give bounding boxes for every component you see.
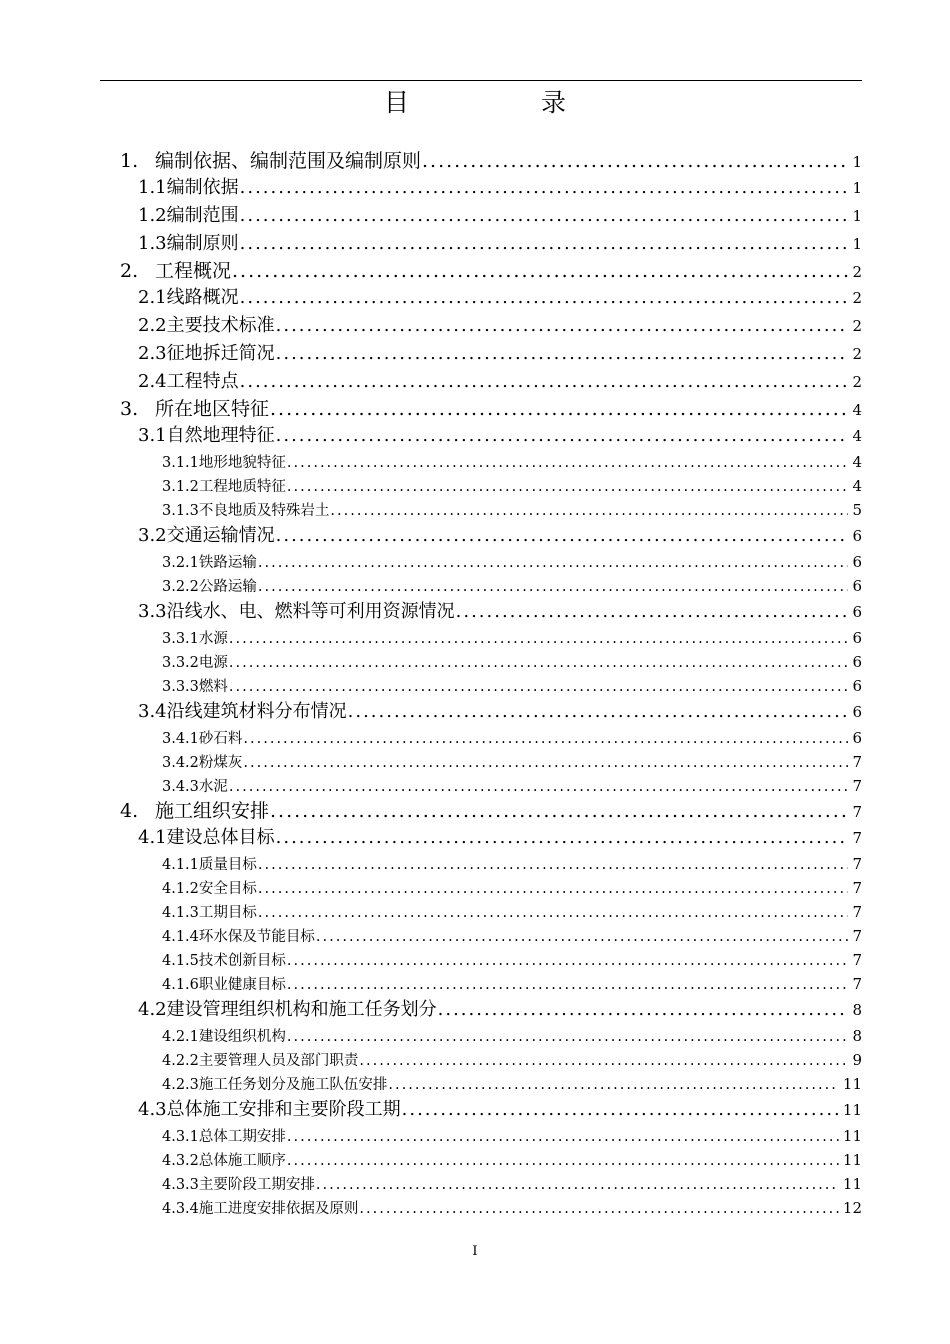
toc-dot-leader [240,284,849,312]
toc-entry-level-1[interactable] [100,396,862,422]
toc-page-number: 7 [852,777,862,795]
toc-page-number: 7 [852,803,862,821]
toc-page-number: 8 [852,1027,862,1045]
toc-dot-leader [422,148,848,174]
toc-entry-title: 4.1.1质量目标 [162,857,257,873]
toc-entry-level-3[interactable] [100,1024,862,1048]
toc-entry-title: 3.1.2工程地质特征 [162,479,286,495]
toc-entry-title: 3.3沿线水、电、燃料等可利用资源情况 [138,601,455,622]
toc-entry-title: 4.3.3主要阶段工期安排 [162,1177,315,1193]
toc-page-number: 8 [852,1001,862,1019]
toc-dot-leader [243,727,848,751]
toc-page-number: 7 [852,855,862,873]
toc-page-number: 6 [852,629,862,647]
toc-entry-level-3[interactable] [100,774,862,798]
toc-page-number: 4 [852,477,862,495]
toc-page-number: 11 [842,1175,862,1193]
toc-entry-level-2[interactable] [100,284,862,312]
toc-entry-level-3[interactable] [100,550,862,574]
toc-entry-level-1[interactable] [100,258,862,284]
toc-entry-title: 4.2.3施工任务划分及施工队伍安排 [162,1077,388,1093]
toc-page-number: 11 [842,1127,862,1145]
toc-entry-title: 4.1.5技术创新目标 [162,953,286,969]
toc-entry-level-2[interactable] [100,698,862,726]
toc-dot-leader [359,1049,848,1073]
toc-entry-title: 3.2.2公路运输 [162,579,257,595]
header-rule [100,80,862,81]
toc-entry-text: 施工组织安排 [155,800,270,822]
toc-entry-level-3[interactable] [100,876,862,900]
toc-dot-leader [258,877,849,901]
toc-entry-level-3[interactable] [100,450,862,474]
toc-entry-level-3[interactable] [100,972,862,996]
toc-entry-title: 3.1.3不良地质及特殊岩土 [162,503,330,519]
toc-entry-level-3[interactable] [100,498,862,522]
toc-page-number: 7 [852,829,862,847]
toc-entry-level-3[interactable] [100,650,862,674]
toc-entry-number: 3. [120,398,139,420]
toc-dot-leader [438,996,849,1024]
toc-page-number: 7 [852,927,862,945]
toc-dot-leader [276,824,849,852]
toc-entry-level-3[interactable] [100,1196,862,1220]
toc-entry-level-2[interactable] [100,522,862,550]
toc-entry-title: 3.2交通运输情况 [138,525,275,546]
toc-entry-level-3[interactable] [100,924,862,948]
toc-entry-level-2[interactable] [100,312,862,340]
toc-dot-leader [330,499,848,523]
toc-entry-number: 1. [120,150,139,172]
toc-entry-title [120,148,421,174]
toc-dot-leader [276,340,849,368]
toc-entry-title: 4.2.1建设组织机构 [162,1029,286,1045]
toc-dot-leader [229,651,849,675]
toc-page-number: 7 [852,903,862,921]
toc-entry-level-2[interactable] [100,598,862,626]
toc-dot-leader [229,675,849,699]
toc-dot-leader [287,1025,849,1049]
toc-entry-title: 3.1.1地形地貌特征 [162,455,286,471]
toc-entry-text: 所在地区特征 [155,398,270,420]
toc-dot-leader [456,598,849,626]
toc-entry-level-2[interactable] [100,202,862,230]
toc-entry-level-3[interactable] [100,1072,862,1096]
toc-entry-level-2[interactable] [100,368,862,396]
toc-entry-number: 2. [120,260,139,282]
toc-entry-title: 3.3.1水源 [162,631,228,647]
toc-dot-leader [388,1073,839,1097]
toc-dot-leader [240,368,849,396]
toc-page-number: 6 [852,577,862,595]
toc-page-number: 6 [852,677,862,695]
toc-entry-title: 3.4.2粉煤灰 [162,755,243,771]
toc-page-number: 6 [852,603,862,621]
toc-entry-title: 1.2编制范围 [138,205,239,226]
toc-dot-leader [287,1149,839,1173]
toc-entry-level-3[interactable] [100,674,862,698]
toc-page-number: 11 [842,1101,862,1119]
toc-entry-level-3[interactable] [100,1148,862,1172]
toc-page-number: 4 [852,427,862,445]
toc-page-number: 7 [852,753,862,771]
toc-entry-title: 3.3.3燃料 [162,679,228,695]
toc-entry-level-3[interactable] [100,726,862,750]
toc-entry-title: 1.1编制依据 [138,177,239,198]
toc-dot-leader [240,202,849,230]
toc-dot-leader [258,901,849,925]
toc-entry-level-3[interactable] [100,750,862,774]
toc-page-number: 4 [852,401,862,419]
toc-page-number: 2 [852,289,862,307]
toc-dot-leader [270,798,848,824]
toc-dot-leader [348,698,849,726]
toc-page-number: 11 [842,1151,862,1169]
toc-entry-title: 3.2.1铁路运输 [162,555,257,571]
toc-page-number: 7 [852,951,862,969]
toc-entry-level-3[interactable] [100,1172,862,1196]
toc-page-number: 1 [852,207,862,225]
toc-entry-title: 2.1线路概况 [138,287,239,308]
toc-entry-title: 4.3总体施工安排和主要阶段工期 [138,1099,401,1120]
toc-dot-leader [232,258,848,284]
toc-entry-title: 4.1.6职业健康目标 [162,977,286,993]
toc-entry-title: 4.1.2安全目标 [162,881,257,897]
toc-page-number: 2 [852,373,862,391]
toc-dot-leader [270,396,848,422]
toc-entry-title: 3.4.3水泥 [162,779,228,795]
toc-page-number: 5 [852,501,862,519]
toc-page-number: 1 [852,179,862,197]
toc-page-number: 6 [852,553,862,571]
toc-page-number: 2 [852,263,862,281]
toc-page-number: 4 [852,453,862,471]
toc-entry-title: 4.2建设管理组织机构和施工任务划分 [138,999,437,1020]
toc-entry-title: 4.2.2主要管理人员及部门职责 [162,1053,359,1069]
toc-dot-leader [243,751,848,775]
toc-dot-leader [402,1096,839,1124]
toc-entry-title: 3.4沿线建筑材料分布情况 [138,701,347,722]
toc-entry-level-3[interactable] [100,1124,862,1148]
toc-entry-level-2[interactable] [100,174,862,202]
toc-entry-level-2[interactable] [100,824,862,852]
toc-dot-leader [229,627,849,651]
table-of-contents [100,148,862,1220]
toc-entry-title [120,396,269,422]
toc-entry-level-3[interactable] [100,852,862,876]
toc-entry-level-2[interactable] [100,422,862,450]
toc-entry-level-1[interactable] [100,798,862,824]
toc-entry-number: 4. [120,800,139,822]
toc-entry-text: 工程概况 [155,260,232,282]
toc-entry-title: 4.3.4施工进度安排依据及原则 [162,1201,359,1217]
toc-page-number: 12 [842,1199,862,1217]
toc-entry-title: 3.3.2电源 [162,655,228,671]
toc-dot-leader [287,1125,839,1149]
toc-dot-leader [287,949,849,973]
toc-entry-level-3[interactable] [100,1048,862,1072]
toc-entry-level-3[interactable] [100,474,862,498]
toc-dot-leader [287,451,849,475]
toc-entry-level-3[interactable] [100,574,862,598]
toc-dot-leader [258,853,849,877]
toc-entry-level-2[interactable] [100,340,862,368]
toc-dot-leader [276,522,849,550]
toc-entry-level-2[interactable] [100,230,862,258]
toc-entry-title: 1.3编制原则 [138,233,239,254]
toc-entry-title [120,798,269,824]
toc-page-number: 7 [852,879,862,897]
toc-page-number: 6 [852,527,862,545]
toc-entry-title: 4.3.1总体工期安排 [162,1129,286,1145]
toc-dot-leader [316,925,849,949]
toc-title: 目 录 [384,88,628,117]
toc-entry-level-2[interactable] [100,996,862,1024]
toc-entry-title: 4.1.3工期目标 [162,905,257,921]
toc-page-number: 1 [852,153,862,171]
toc-entry-title: 2.4工程特点 [138,371,239,392]
toc-entry-text: 编制依据、编制范围及编制原则 [155,150,422,172]
toc-page-number: 6 [852,703,862,721]
toc-page-number: 6 [852,729,862,747]
toc-dot-leader [316,1173,839,1197]
toc-entry-level-2[interactable] [100,1096,862,1124]
toc-page-number: 6 [852,653,862,671]
toc-dot-leader [287,973,849,997]
toc-entry-title [120,258,231,284]
toc-dot-leader [240,174,849,202]
toc-entry-level-1[interactable] [100,148,862,174]
toc-dot-leader [229,775,849,799]
toc-dot-leader [276,312,849,340]
toc-entry-title: 2.2主要技术标准 [138,315,275,336]
toc-entry-title: 3.4.1砂石料 [162,731,243,747]
toc-entry-level-3[interactable] [100,948,862,972]
page-number: I [472,1244,478,1259]
toc-page-number: 11 [842,1075,862,1093]
toc-dot-leader [287,475,849,499]
toc-page-number: 7 [852,975,862,993]
toc-dot-leader [276,422,849,450]
toc-dot-leader [258,551,849,575]
toc-page-number: 1 [852,235,862,253]
toc-entry-title: 3.1自然地理特征 [138,425,275,446]
toc-entry-title: 4.3.2总体施工顺序 [162,1153,286,1169]
toc-page-number: 2 [852,345,862,363]
toc-dot-leader [359,1197,839,1221]
toc-entry-level-3[interactable] [100,900,862,924]
toc-entry-title: 4.1.4环水保及节能目标 [162,929,315,945]
toc-dot-leader [258,575,849,599]
toc-entry-title: 2.3征地拆迁简况 [138,343,275,364]
toc-dot-leader [240,230,849,258]
toc-entry-title: 4.1建设总体目标 [138,827,275,848]
toc-entry-level-3[interactable] [100,626,862,650]
toc-page-number: 9 [852,1051,862,1069]
toc-page-number: 2 [852,317,862,335]
